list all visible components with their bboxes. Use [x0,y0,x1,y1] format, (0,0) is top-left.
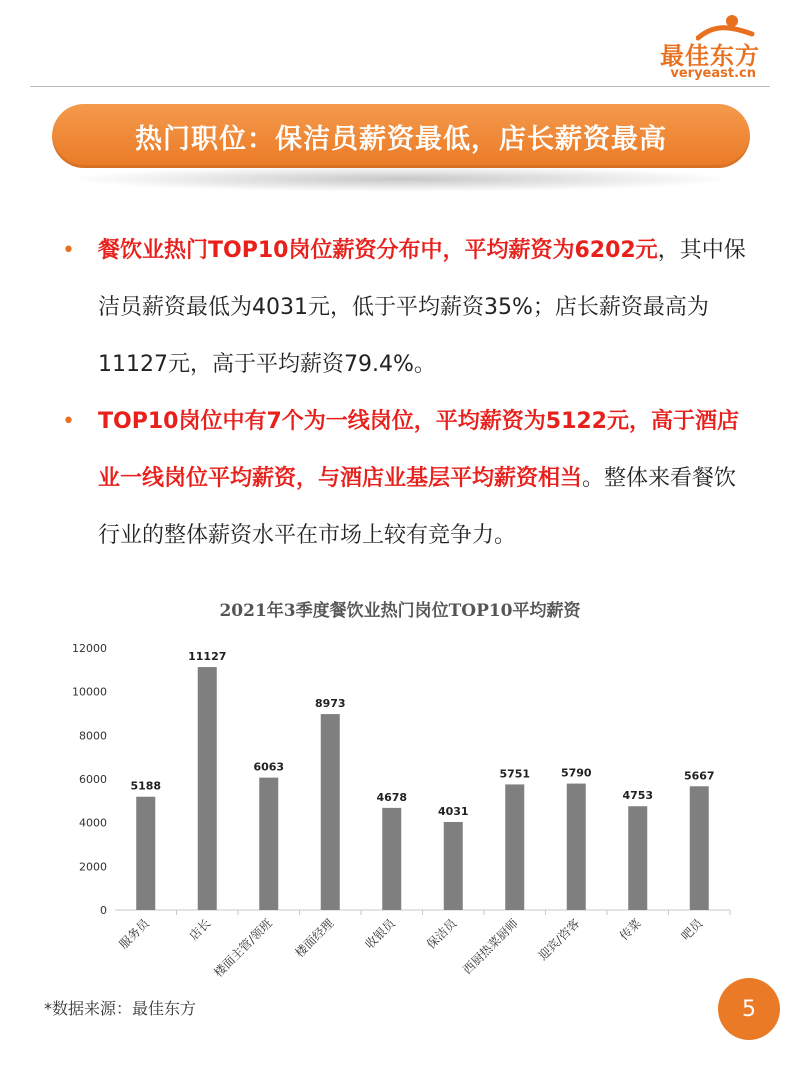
x-tick-label: 西厨热菜厨师 [460,916,521,978]
y-tick-label: 4000 [79,816,107,830]
x-tick-label: 收银员 [362,916,398,952]
data-label: 5188 [130,779,162,793]
bar [444,822,463,910]
page-number: 5 [718,978,780,1040]
data-label: 4753 [622,789,654,803]
x-tick-label: 楼面经理 [292,916,337,961]
x-tick-label: 服务员 [116,916,152,952]
bullet-text: ，其中保洁员薪资最低为4031元，低于平均薪资35%；店长薪资最高为11127元，高于平均薪资79.4%。 [98,238,746,377]
brand-logo [610,14,760,81]
x-tick-label: 保洁员 [424,916,460,952]
title-banner [52,104,750,194]
salary-chart [60,596,760,996]
y-tick-label: 8000 [79,729,107,743]
page-title: 热门职位：保洁员薪资最低，店长薪资最高 [135,123,667,155]
bullet-dot-icon: • [62,238,75,263]
bar [382,808,401,910]
banner-shadow [66,166,736,192]
brand-url: veryeast.cn [670,66,756,81]
data-label: 5667 [683,769,715,783]
y-tick-label: 10000 [72,685,107,699]
banner-pill [52,104,750,168]
data-label: 8973 [314,697,346,711]
bar [505,784,524,910]
bullet-highlight: 餐饮业热门TOP10岗位薪资分布中，平均薪资为6202元 [98,238,658,263]
bar [567,784,586,910]
bar [321,714,340,910]
bar [628,806,647,910]
bullet-text: 。整体来看餐饮行业的整体薪资水平在市场上较有竞争力。 [98,466,737,548]
data-label: 4678 [376,790,408,804]
x-tick-label: 楼面主管/领班 [211,916,275,980]
data-label: 5751 [499,767,531,781]
bar [136,797,155,910]
x-tick-label: 传菜 [616,916,644,944]
x-tick-label: 吧员 [678,916,706,944]
bullet-list [62,222,752,564]
bullet-item-2 [62,393,752,564]
bar [259,778,278,910]
bullet-highlight: TOP10岗位中有7个为一线岗位，平均薪资为5122元，高于酒店业一线岗位平均薪资，与酒店业基层平均薪资相当 [98,409,739,491]
x-tick-label: 迎宾/咨客 [535,916,583,963]
data-source-note: *数据来源：最佳东方 [44,999,197,1018]
y-tick-label: 2000 [79,860,107,874]
data-label: 6063 [253,760,285,774]
data-label: 4031 [437,804,469,818]
y-tick-label: 12000 [72,642,107,655]
header-divider [30,86,770,87]
chart-title: 2021年3季度餐饮业热门岗位TOP10平均薪资 [219,601,581,621]
x-tick-label: 店长 [186,916,214,944]
y-tick-label: 0 [100,904,107,917]
brand-name: 最佳东方 [660,42,760,70]
y-tick-label: 6000 [79,773,107,786]
chart-svg [60,596,760,996]
data-label: 5790 [560,766,592,780]
data-label: 11127 [188,650,227,664]
bar [690,786,709,910]
bullet-dot-icon: • [62,409,75,434]
bullet-item-1 [62,222,752,393]
bar [198,667,217,910]
